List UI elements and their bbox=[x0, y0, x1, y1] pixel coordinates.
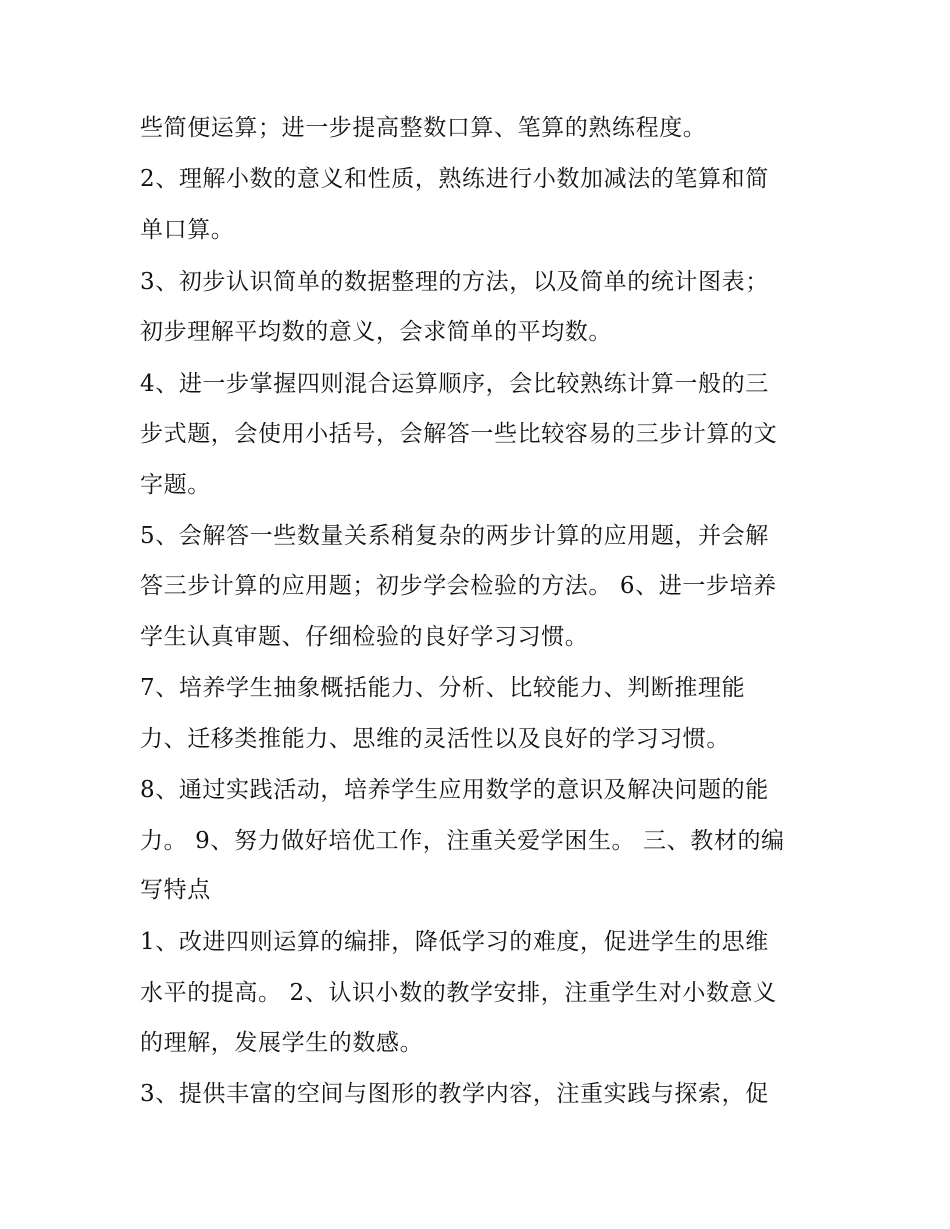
text-line: 写特点 bbox=[140, 877, 211, 903]
text-line: 步式题，会使用小括号，会解答一些比较容易的三步计算的文 bbox=[140, 421, 778, 447]
text-line: 的理解，发展学生的数感。 bbox=[140, 1030, 424, 1056]
text-line: 5、会解答一些数量关系稍复杂的两步计算的应用题，并会解 bbox=[140, 523, 769, 549]
text-line: 单口算。 bbox=[140, 217, 235, 243]
text-line: 3、提供丰富的空间与图形的教学内容，注重实践与探索，促 bbox=[140, 1081, 769, 1107]
text-line: 初步理解平均数的意义，会求简单的平均数。 bbox=[140, 319, 612, 345]
text-line: 2、理解小数的意义和性质，熟练进行小数加减法的笔算和简 bbox=[140, 166, 769, 192]
text-line: 4、进一步掌握四则混合运算顺序，会比较熟练计算一般的三 bbox=[140, 371, 769, 397]
text-line: 力。 9、努力做好培优工作，注重关爱学困生。 三、教材的编 bbox=[140, 828, 785, 854]
text-line: 3、初步认识简单的数据整理的方法，以及简单的统计图表； bbox=[140, 269, 769, 295]
text-line: 8、通过实践活动，培养学生应用数学的意识及解决问题的能 bbox=[140, 777, 769, 803]
text-line: 力、迁移类推能力、思维的灵活性以及良好的学习习惯。 bbox=[140, 726, 730, 752]
text-line: 字题。 bbox=[140, 472, 211, 498]
text-line: 1、改进四则运算的编排，降低学习的难度，促进学生的思维 bbox=[140, 929, 769, 955]
text-line: 学生认真审题、仔细检验的良好学习习惯。 bbox=[140, 624, 589, 650]
text-line: 些简便运算；进一步提高整数口算、笔算的熟练程度。 bbox=[140, 115, 707, 141]
text-line: 水平的提高。 2、认识小数的教学安排，注重学生对小数意义 bbox=[140, 980, 777, 1006]
text-line: 答三步计算的应用题；初步学会检验的方法。 6、进一步培养 bbox=[140, 573, 777, 599]
text-line: 7、培养学生抽象概括能力、分析、比较能力、判断推理能 bbox=[140, 675, 746, 701]
